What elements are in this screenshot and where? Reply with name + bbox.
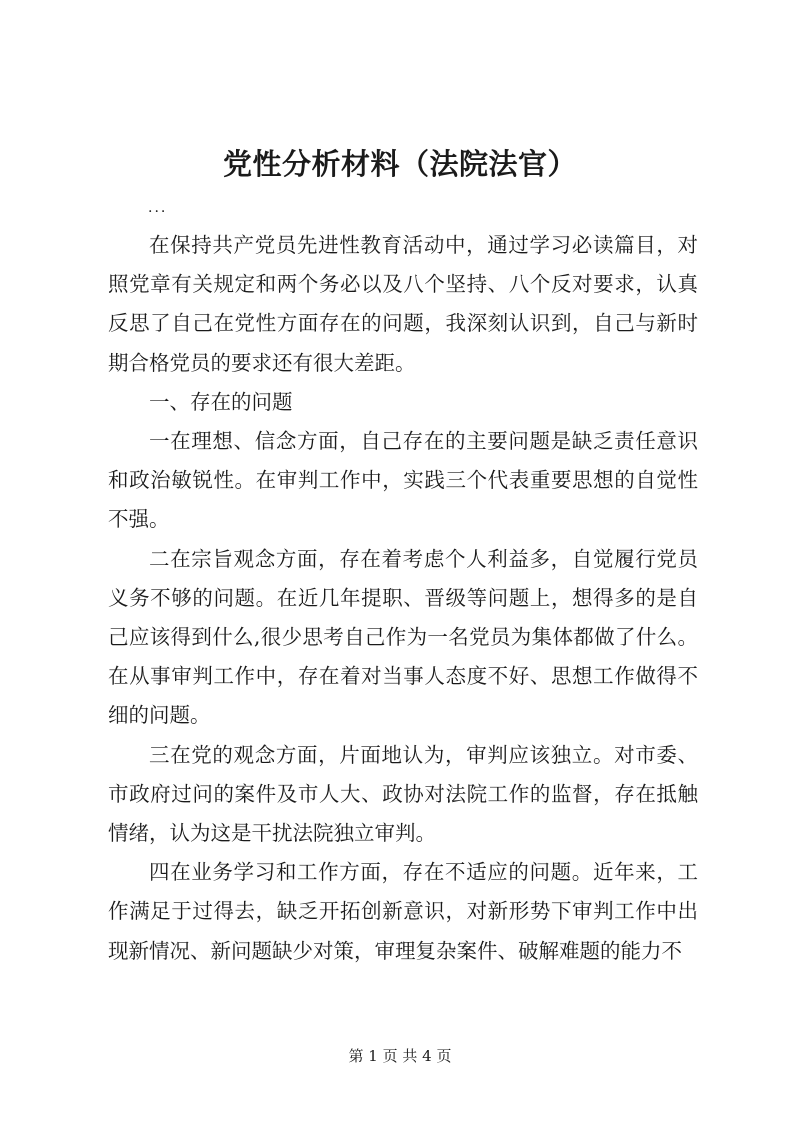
paragraph-ideals-beliefs: 一在理想、信念方面，自己存在的主要问题是缺乏责任意识和政治敏锐性。在审判工作中，实践三个代表重要思想的自觉性不强。 — [108, 429, 698, 532]
ellipsis-mark: ... — [148, 200, 168, 216]
document-title: 党性分析材料（法院法官） — [222, 147, 577, 181]
page-number-footer: 第 1 页 共 4 页 — [348, 1047, 452, 1065]
paragraph-intro: 在保持共产党员先进性教育活动中，通过学习必读篇目，对照党章有关规定和两个务必以及八个坚持、八个反对要求，认真反思了自己在党性方面存在的问题，我深刻认识到，自己与新时期合格党员的要求还有很大差距。 — [108, 233, 698, 375]
paragraph-purpose-concept: 二在宗旨观念方面，存在着考虑个人利益多，自觉履行党员义务不够的问题。在近几年提职、晋级等问题上，想得多的是自己应该得到什么,很少思考自己作为一名党员为集体都做了什么。在从事审判工作中，存在着对当事人态度不好、思想工作做得不细的问题。 — [108, 546, 698, 728]
section-heading-problems: 一、存在的问题 — [149, 389, 293, 414]
paragraph-party-concept: 三在党的观念方面，片面地认为，审判应该独立。对市委、市政府过问的案件及市人大、政协对法院工作的监督，存在抵触情绪，认为这是干扰法院独立审判。 — [108, 742, 698, 846]
document-body — [108, 226, 698, 971]
paragraph-study-work: 四在业务学习和工作方面，存在不适应的问题。近年来，工作满足于过得去，缺乏开拓创新意识，对新形势下审判工作中出现新情况、新问题缺少对策，审理复杂案件、破解难题的能力不 — [108, 860, 698, 963]
